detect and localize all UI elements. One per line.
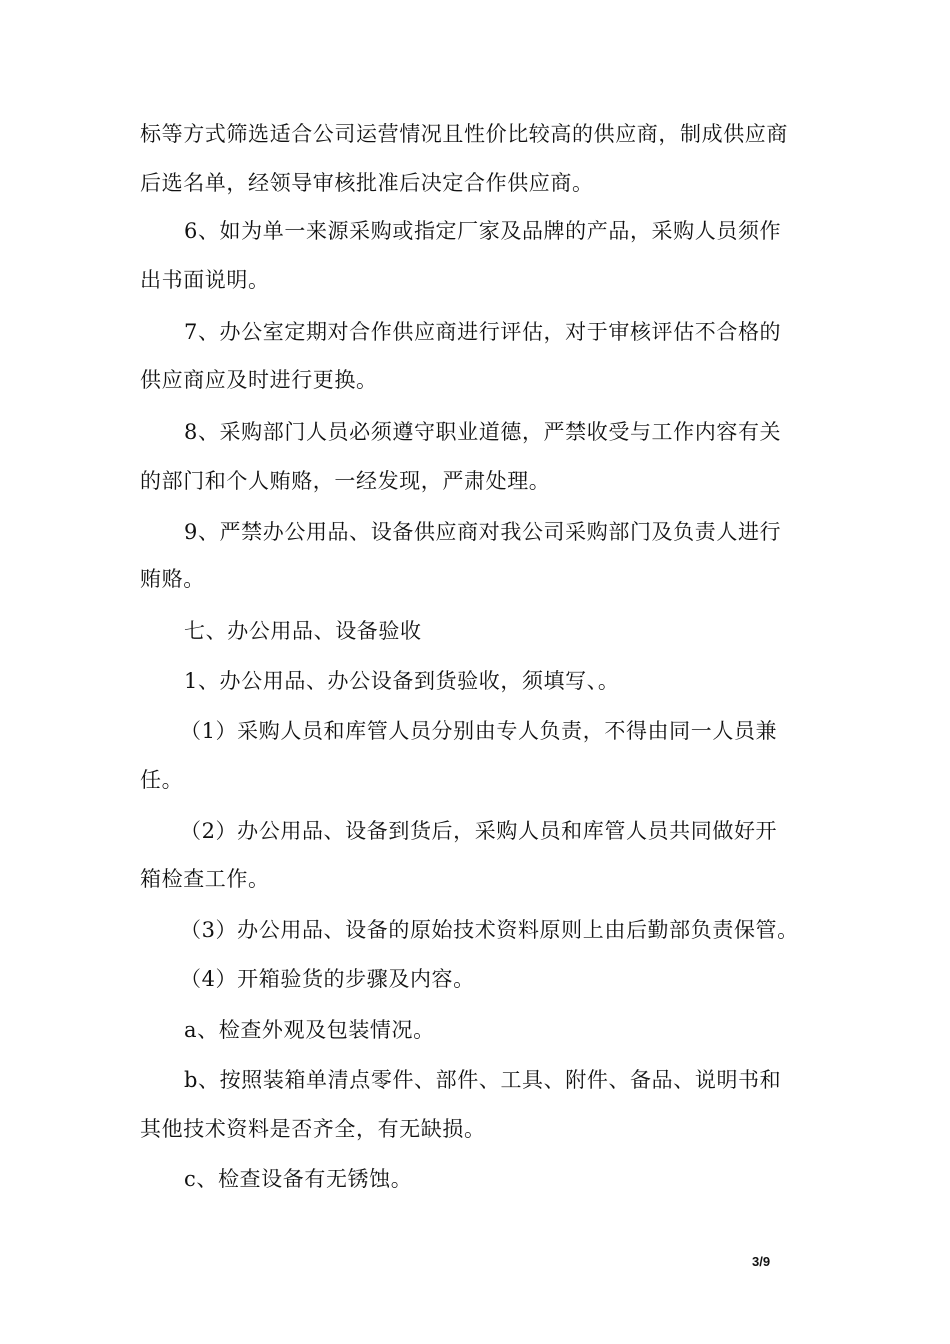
text-line: 供应商应及时进行更换。: [140, 368, 378, 392]
text-line: 标等方式筛选适合公司运营情况且性价比较高的供应商，制成供应商: [140, 122, 788, 146]
text-line: （2）办公用品、设备到货后，采购人员和库管人员共同做好开: [180, 819, 778, 843]
text-line: c、检查设备有无锈蚀。: [184, 1167, 413, 1191]
text-line: 8、采购部门人员必须遵守职业道德，严禁收受与工作内容有关: [184, 420, 782, 444]
text-line: 9、严禁办公用品、设备供应商对我公司采购部门及负责人进行: [184, 520, 782, 544]
text-line: 6、如为单一来源采购或指定厂家及品牌的产品，采购人员须作: [184, 219, 782, 243]
text-line: a、检查外观及包装情况。: [184, 1018, 435, 1042]
text-line: 1、办公用品、办公设备到货验收，须填写、。: [184, 669, 620, 693]
text-line: （4）开箱验货的步骤及内容。: [180, 967, 475, 991]
text-line: 7、办公室定期对合作供应商进行评估，对于审核评估不合格的: [184, 320, 782, 344]
text-line: 的部门和个人贿赂，一经发现，严肃处理。: [140, 469, 551, 493]
text-line: 任。: [140, 768, 184, 792]
text-line: b、按照装箱单清点零件、部件、工具、附件、备品、说明书和: [184, 1068, 782, 1092]
text-line: 出书面说明。: [140, 268, 270, 292]
text-line: （3）办公用品、设备的原始技术资料原则上由后勤部负责保管。: [180, 918, 799, 942]
page-number: 3/9: [752, 1254, 771, 1269]
text-line: 箱检查工作。: [140, 867, 270, 891]
text-line: （1）采购人员和库管人员分别由专人负责，不得由同一人员兼: [180, 719, 778, 743]
text-line: 贿赂。: [140, 567, 205, 591]
text-line: 后选名单，经领导审核批准后决定合作供应商。: [140, 171, 594, 195]
section-heading: 七、办公用品、设备验收: [184, 619, 422, 643]
text-line: 其他技术资料是否齐全，有无缺损。: [140, 1117, 486, 1141]
